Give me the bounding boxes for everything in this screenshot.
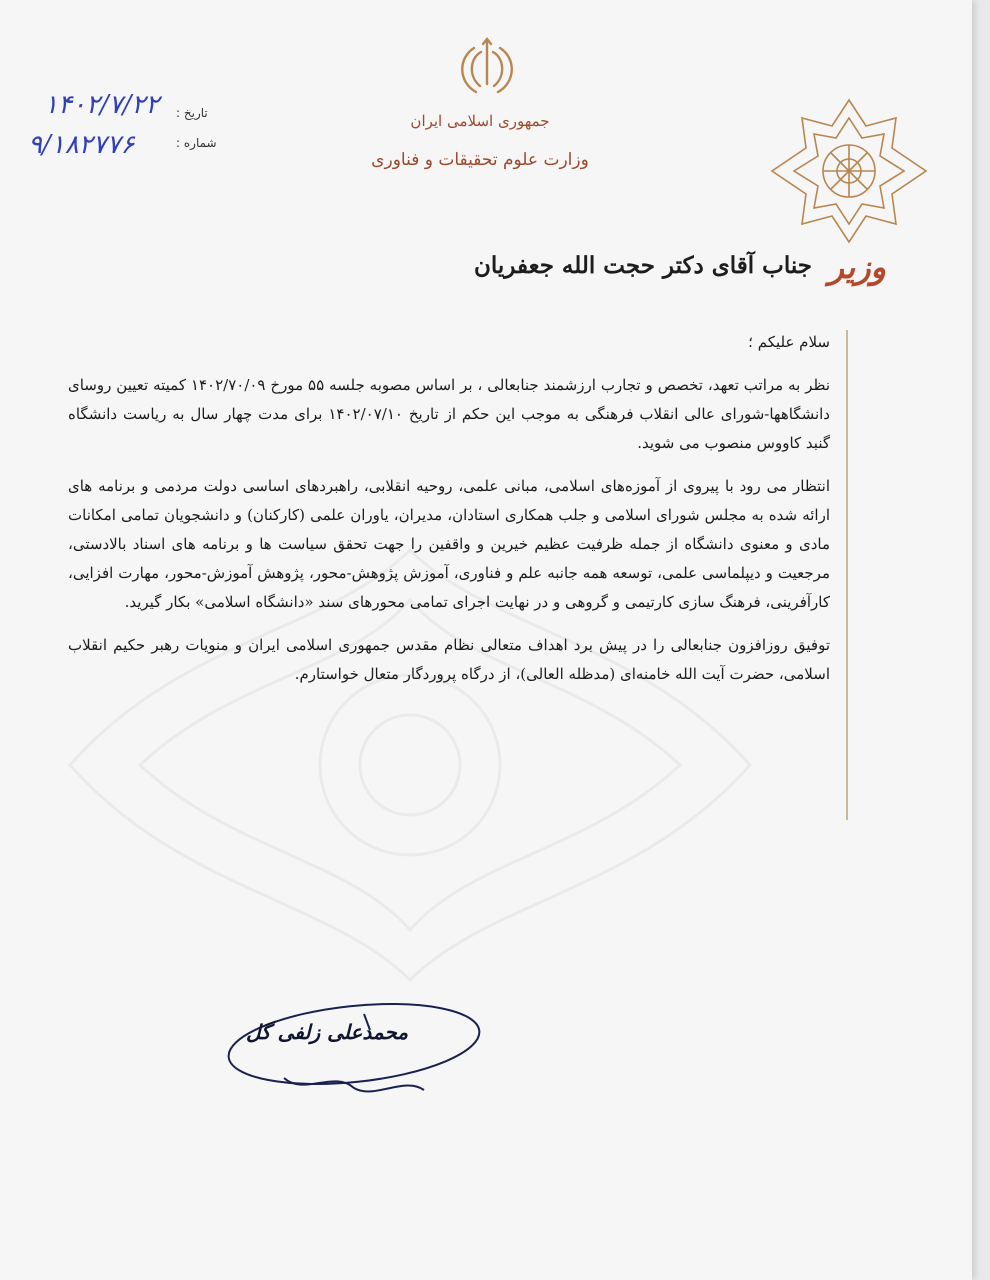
paragraph-appointment: نظر به مراتب تعهد، تخصص و تجارب ارزشمند جنابعالی ، بر اساس مصوبه جلسه ۵۵ مورخ ۱۴۰۲/۷۰/۰۹ کمیته تعیین روسای دانشگاهها-شورای عالی انقلاب فرهنگی به موجب این حکم از تاریخ ۱۴۰۲/۰۷/۱۰ برای مدت چهار سال به ریاست دانشگاه گنبد کاووس منصوب می شوید. xyxy=(68,376,831,452)
date-value: ۱۴۰۲/۷/۲۲ xyxy=(44,90,160,120)
signature-scribble-icon xyxy=(214,1000,484,1100)
paragraph-expectations: انتظار می رود با پیروی از آموزه‌های اسلامی، مبانی علمی، روحیه انقلابی، راهبردهای اساسی دولت مردمی و برنامه های ارائه شده به مجلس شورای اسلامی و جلب همکاری استادان، مدیران، یاوران علمی (کارکنان) و دانشجویان تمامی امکانات مادی و معنوی دانشگاه از جمله ظرفیت عظیم خیرین و واقفین را جهت تحقق سیاست ها و برنامه های اسناد بالادستی، مرجعیت و دیپلماسی علمی، توسعه همه جانبه علم و فناوری، آموزش پژوهش-محور، پژوهش آموزش-محور، مهارت افزایی، کارآفرینی، فرهنگ سازی کارتیمی و گروهی و در نهایت اجرای تمامی محورهای سند «دانشگاه اسلامی» بکار گیرید. xyxy=(68,477,830,611)
org-name-line1: جمهوری اسلامی ایران xyxy=(410,112,550,130)
margin-divider xyxy=(846,330,848,820)
minister-title: وزیر xyxy=(828,248,886,286)
org-name-line2: وزارت علوم تحقیقات و فناوری xyxy=(371,150,589,170)
number-value: ۹/۱۸۲۷۷۶ xyxy=(28,130,135,160)
islamic-ornament-icon xyxy=(766,98,932,244)
signer-name: محمدعلی زلفی گل xyxy=(245,1020,409,1044)
date-label: تاریخ : xyxy=(176,106,208,120)
greeting: سلام علیکم ؛ xyxy=(748,333,830,351)
paragraph-closing: توفیق روزافزون جنابعالی را در پیش برد اهداف متعالی نظام مقدس جمهوری اسلامی ایران و منویات رهبر حکیم انقلاب اسلامی، حضرت آیت الله خامنه‌ای (مدظله العالی)، از درگاه پروردگار متعال خواستارم. xyxy=(68,636,830,683)
iran-emblem-icon xyxy=(454,36,520,98)
recipient-name: جناب آقای دکتر حجت الله جعفریان xyxy=(473,252,812,279)
letter-body xyxy=(68,328,830,703)
number-label: شماره : xyxy=(176,136,217,150)
